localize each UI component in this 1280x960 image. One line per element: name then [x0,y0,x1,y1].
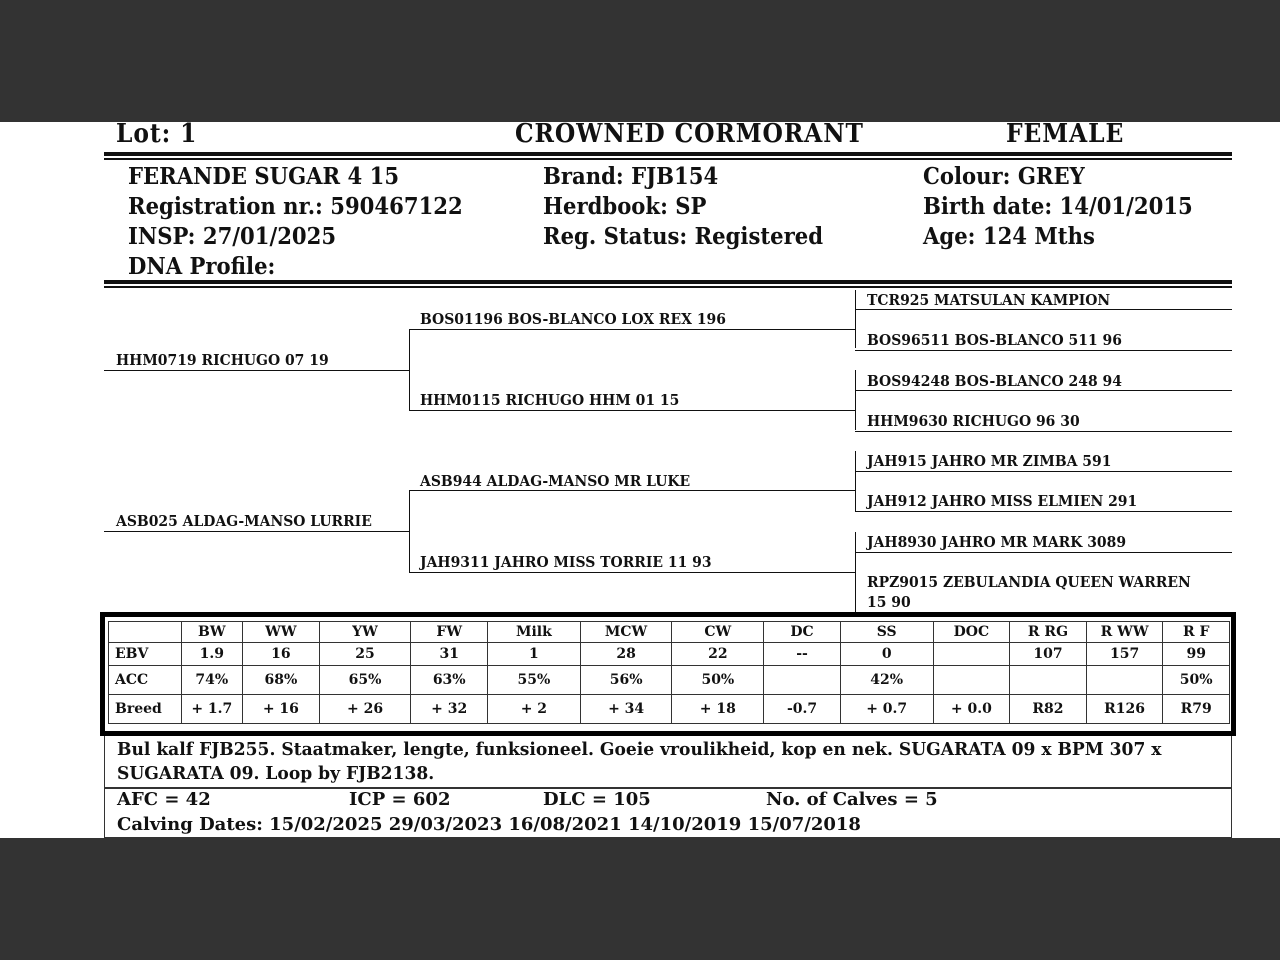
ebv-cell: + 1.7 [181,695,242,724]
pedigree-dam-sire: ASB944 ALDAG-MANSO MR LUKE [420,472,691,490]
ebv-row-label: EBV [109,643,182,666]
pedigree-gen3-7: JAH8930 JAHRO MR MARK 3089 [867,533,1127,551]
ebv-cell: -- [764,643,841,666]
ebv-cell: + 26 [319,695,411,724]
pedigree-line [855,532,856,612]
pedigree-line [855,451,856,511]
ebv-cell: + 34 [580,695,672,724]
ebv-row [109,643,1230,666]
calving-dates: Calving Dates: 15/02/2025 29/03/2023 16/08/2021 14/10/2019 15/07/2018 [117,814,861,835]
ebv-column-header: CW [672,622,764,643]
ebv-cell: 56% [580,666,672,695]
ebv-cell: 25 [319,643,411,666]
pedigree-line [409,329,855,330]
ebv-cell: 68% [243,666,320,695]
age: Age: 124 Mths [923,223,1095,250]
ebv-column-header: DC [764,622,841,643]
pedigree-gen3-8-cont: 15 90 [867,593,911,611]
ebv-header-row [109,622,1230,643]
pedigree-line [409,572,855,573]
ebv-cell: + 16 [243,695,320,724]
ebv-cell: 99 [1163,643,1230,666]
ebv-cell: 63% [411,666,488,695]
ebv-cell [933,643,1010,666]
ebv-cell: R79 [1163,695,1230,724]
ebv-cell: R82 [1010,695,1087,724]
colour: Colour: GREY [923,163,1085,190]
ebv-cell [1086,666,1163,695]
ebv-cell: 22 [672,643,764,666]
lot-number: Lot: 1 [116,119,198,149]
brand: Brand: FJB154 [543,163,719,190]
number-of-calves: No. of Calves = 5 [766,789,938,810]
ebv-cell: + 32 [411,695,488,724]
pedigree-gen3-4: HHM9630 RICHUGO 96 30 [867,412,1080,430]
afc: AFC = 42 [117,789,211,810]
pedigree-gen3-3: BOS94248 BOS-BLANCO 248 94 [867,372,1122,390]
ebv-cell: 1.9 [181,643,242,666]
pedigree-sire-sire: BOS01196 BOS-BLANCO LOX REX 196 [420,310,726,328]
info-divider-thick [104,280,1232,284]
ebv-column-header [109,622,182,643]
registration-status: Reg. Status: Registered [543,223,824,250]
pedigree-line [855,370,856,430]
ebv-column-header: Milk [488,622,581,643]
pedigree-gen3-5: JAH915 JAHRO MR ZIMBA 591 [867,452,1112,470]
ebv-cell [764,666,841,695]
dna-profile: DNA Profile: [128,253,276,280]
ebv-cell: 31 [411,643,488,666]
ebv-cell: 1 [488,643,581,666]
pedigree-line [855,552,1232,553]
comment-line-2: SUGARATA 09. Loop by FJB2138. [117,763,435,784]
ebv-cell: + 0.0 [933,695,1010,724]
ebv-cell [933,666,1010,695]
ebv-panel [100,612,1236,736]
pedigree-line [409,410,855,411]
pedigree-line [409,329,410,411]
animal-name: FERANDE SUGAR 4 15 [128,163,400,190]
ebv-row [109,695,1230,724]
pedigree-line [409,490,410,573]
ebv-cell: 107 [1010,643,1087,666]
ebv-cell: -0.7 [764,695,841,724]
ebv-cell: 50% [672,666,764,695]
comment-box [104,736,1232,788]
ebv-cell: 42% [840,666,933,695]
pedigree-line [409,490,855,491]
ebv-row-label: Breed [109,695,182,724]
ebv-cell: 0 [840,643,933,666]
ebv-row [109,666,1230,695]
pedigree-dam: ASB025 ALDAG-MANSO LURRIE [116,512,372,530]
header-divider-thick [104,152,1232,156]
sex-label: FEMALE [1006,119,1125,149]
ebv-column-header: BW [181,622,242,643]
herdbook: Herdbook: SP [543,193,707,220]
pedigree-gen3-8: RPZ9015 ZEBULANDIA QUEEN WARREN [867,573,1191,591]
pedigree-sire-dam: HHM0115 RICHUGO HHM 01 15 [420,391,680,409]
ebv-table [108,621,1230,724]
ebv-column-header: MCW [580,622,672,643]
pedigree-line [855,511,1232,512]
lot-card [0,119,1280,838]
birth-date: Birth date: 14/01/2015 [923,193,1193,220]
ebv-cell: 55% [488,666,581,695]
pedigree-line [855,390,1232,391]
pedigree-line [104,531,409,532]
pedigree-line [104,370,409,371]
pedigree-dam-dam: JAH9311 JAHRO MISS TORRIE 11 93 [420,553,712,571]
ebv-cell: 65% [319,666,411,695]
ebv-cell: 74% [181,666,242,695]
pedigree-line [855,431,1232,432]
ebv-column-header: R RG [1010,622,1087,643]
ebv-column-header: DOC [933,622,1010,643]
pedigree-gen3-1: TCR925 MATSULAN KAMPION [867,291,1111,309]
ebv-cell [1010,666,1087,695]
registration-number: Registration nr.: 590467122 [128,193,463,220]
ebv-cell: + 18 [672,695,764,724]
ebv-column-header: YW [319,622,411,643]
ebv-cell: + 2 [488,695,581,724]
ebv-column-header: FW [411,622,488,643]
pedigree-line [855,290,856,348]
comment-line-1: Bul kalf FJB255. Staatmaker, lengte, funksioneel. Goeie vroulikheid, kop en nek. SUGARATA 09 x BPM 307 x [117,739,1162,760]
dlc: DLC = 105 [543,789,651,810]
performance-box [104,788,1232,838]
pedigree-gen3-6: JAH912 JAHRO MISS ELMIEN 291 [867,492,1138,510]
header-divider-thin [104,158,1232,160]
ebv-cell: 157 [1086,643,1163,666]
info-divider-thin [104,286,1232,288]
pedigree-line [855,309,1232,310]
ebv-column-header: R F [1163,622,1230,643]
insp-date: INSP: 27/01/2025 [128,223,337,250]
icp: ICP = 602 [349,789,451,810]
ebv-cell: + 0.7 [840,695,933,724]
pedigree-line [855,471,1232,472]
ebv-column-header: WW [243,622,320,643]
pedigree-line [855,350,1232,351]
ebv-column-header: R WW [1086,622,1163,643]
ebv-column-header: SS [840,622,933,643]
ebv-cell: 16 [243,643,320,666]
pedigree-sire: HHM0719 RICHUGO 07 19 [116,351,329,369]
ebv-row-label: ACC [109,666,182,695]
ebv-cell: 28 [580,643,672,666]
ebv-cell: R126 [1086,695,1163,724]
ebv-cell: 50% [1163,666,1230,695]
pedigree-gen3-2: BOS96511 BOS-BLANCO 511 96 [867,331,1122,349]
breeder-name: CROWNED CORMORANT [515,119,864,149]
